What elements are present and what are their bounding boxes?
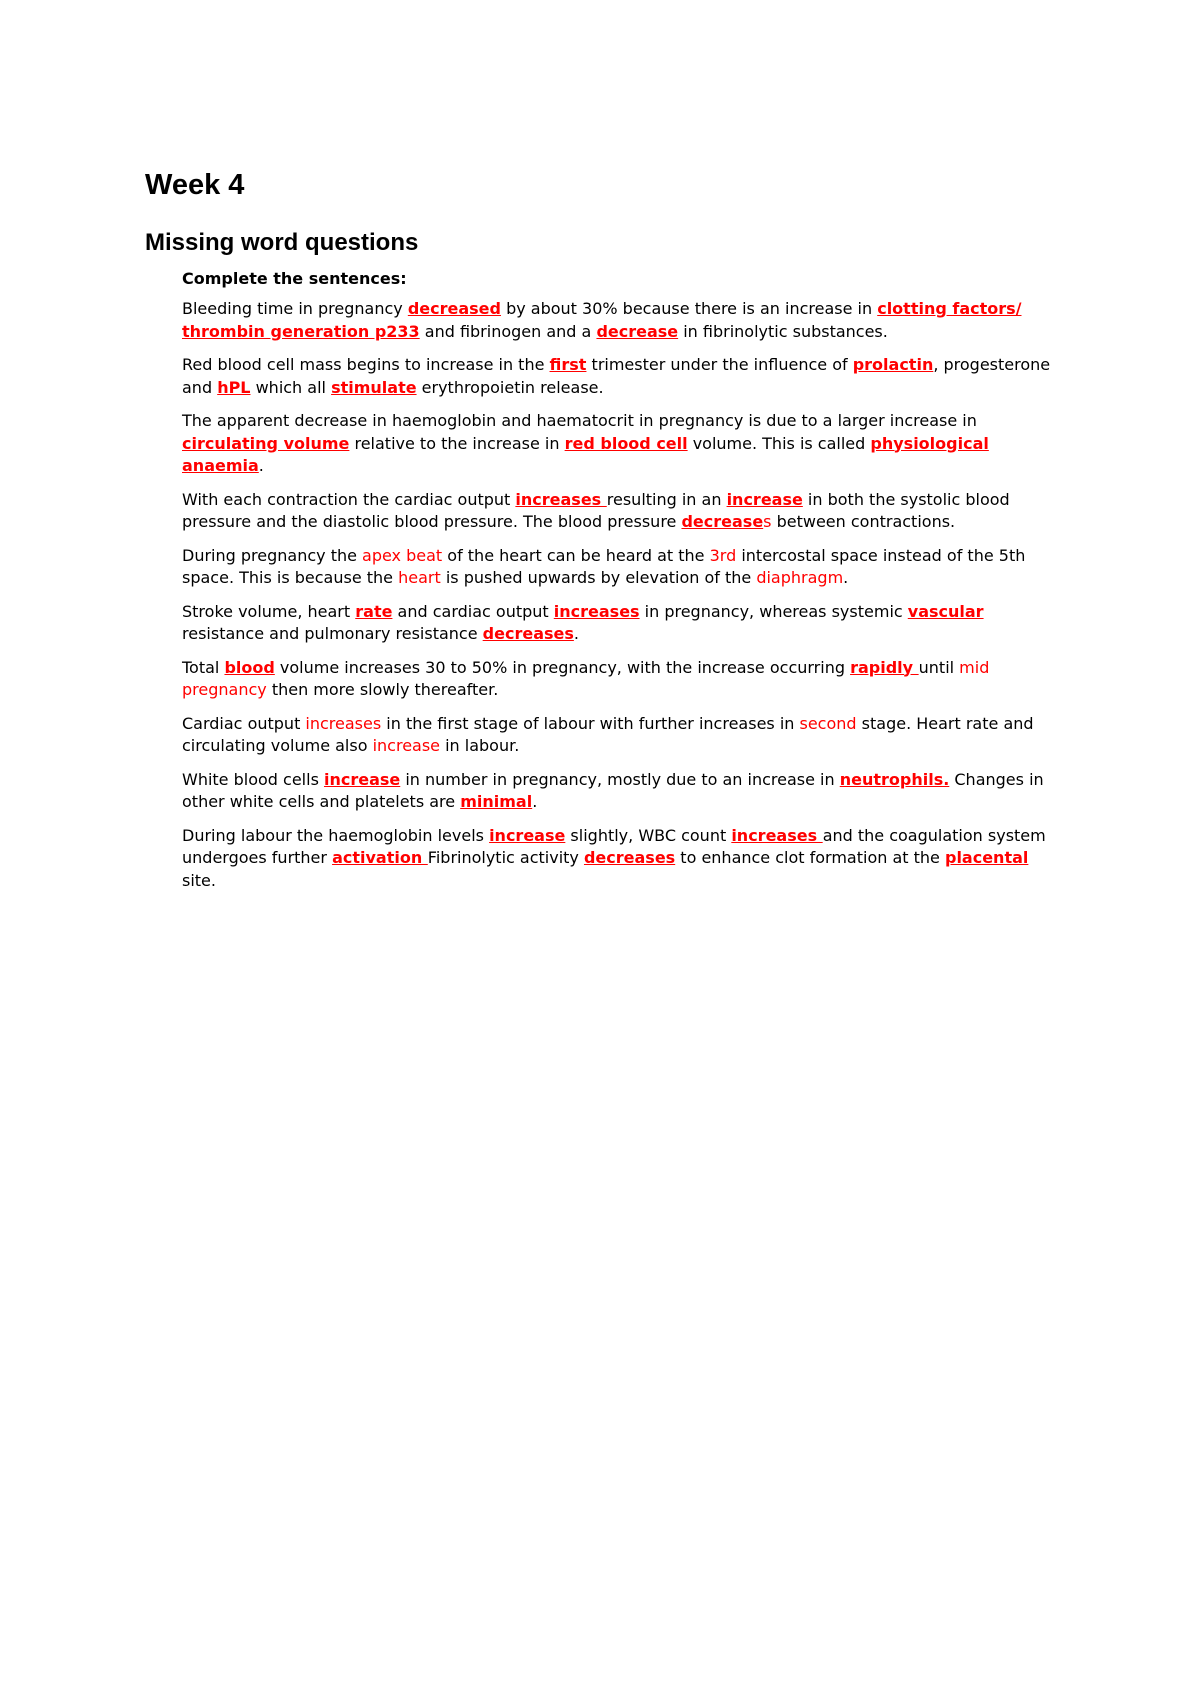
answer-text: stimulate bbox=[331, 377, 417, 397]
answer-text: decrease bbox=[681, 512, 764, 531]
sentence-text: intercostal space instead of the 5th space. This is because the bbox=[182, 545, 1026, 587]
answer-text: increase bbox=[372, 736, 441, 755]
sentence-text: . bbox=[258, 456, 264, 475]
sentence-text: in labour. bbox=[440, 736, 520, 755]
sentence-text: White blood cells bbox=[182, 769, 324, 789]
answer-text: apex beat bbox=[362, 545, 443, 565]
sentence-text: site. bbox=[182, 870, 216, 890]
sentence-text: resistance and pulmonary resistance bbox=[182, 624, 483, 643]
answer-text: increases bbox=[731, 825, 823, 845]
sentence-text: which all bbox=[250, 377, 332, 397]
answer-text: mid pregnancy bbox=[182, 657, 990, 699]
answer-text: rate bbox=[355, 601, 393, 621]
sentence-text: Fibrinolytic activity bbox=[427, 848, 584, 867]
sentence-text: slightly, WBC count bbox=[565, 825, 732, 845]
sentence-text: volume. This is called bbox=[687, 433, 871, 453]
answer-text: red blood cell bbox=[564, 433, 688, 453]
questions-list bbox=[182, 298, 1062, 903]
sentence-text: Stroke volume, heart bbox=[182, 601, 356, 621]
sentence-text: During labour the haemoglobin levels bbox=[182, 825, 490, 845]
answer-text: s bbox=[763, 512, 772, 531]
answer-text: activation bbox=[332, 848, 428, 867]
answer-text: decreased bbox=[407, 299, 501, 318]
sentence-text: With each contraction the cardiac output bbox=[182, 489, 516, 509]
sentence-text: resulting in an bbox=[606, 489, 727, 509]
sentence-text: . bbox=[573, 624, 579, 643]
sentence-text: and the coagulation system undergoes further bbox=[182, 825, 1046, 867]
sentence-text: in both the systolic blood pressure and the diastolic blood pressure. The blood pressure bbox=[182, 489, 1010, 531]
question-paragraph bbox=[182, 713, 1062, 758]
sentence-text: relative to the increase in bbox=[349, 433, 565, 453]
sentence-text: then more slowly thereafter. bbox=[266, 680, 499, 699]
sentence-text: volume increases 30 to 50% in pregnancy, with the increase occurring bbox=[274, 657, 851, 677]
answer-text: physiological anaemia bbox=[182, 433, 989, 475]
question-paragraph bbox=[182, 354, 1062, 399]
sentence-text: Red blood cell mass begins to increase in the bbox=[182, 355, 550, 374]
question-paragraph bbox=[182, 601, 1062, 646]
sentence-text: and cardiac output bbox=[392, 601, 554, 621]
answer-text: decreases bbox=[482, 624, 574, 643]
sentence-text: of the heart can be heard at the bbox=[442, 545, 710, 565]
sentence-text: Bleeding time in pregnancy bbox=[182, 299, 408, 318]
sentence-text: The apparent decrease in haemoglobin and haematocrit in pregnancy is due to a larger increase in bbox=[182, 411, 977, 430]
sentence-text: Changes in other white cells and platelets are bbox=[182, 769, 1044, 811]
answer-text: circulating volume bbox=[182, 433, 350, 453]
sentence-text: . bbox=[532, 792, 538, 811]
question-paragraph bbox=[182, 769, 1062, 814]
question-paragraph bbox=[182, 825, 1062, 893]
sentence-text: to enhance clot formation at the bbox=[675, 848, 945, 867]
sentence-text: in pregnancy, whereas systemic bbox=[639, 601, 908, 621]
sentence-text: trimester under the influence of bbox=[586, 355, 853, 374]
question-paragraph bbox=[182, 657, 1062, 702]
sentence-text: , progesterone and bbox=[182, 355, 1051, 397]
answer-text: decreases bbox=[583, 848, 676, 867]
section-heading: Missing word questions bbox=[145, 229, 419, 256]
answer-text: hPL bbox=[217, 377, 251, 397]
sentence-text: stage. Heart rate and circulating volume also bbox=[182, 713, 1034, 755]
sentence-text: in number in pregnancy, mostly due to an increase in bbox=[400, 769, 840, 789]
answer-text: second bbox=[799, 713, 857, 733]
answer-text: increases bbox=[515, 489, 607, 509]
sentence-text: by about 30% because there is an increase in bbox=[500, 299, 878, 318]
answer-text: increase bbox=[323, 769, 401, 789]
sentence-text: During pregnancy the bbox=[182, 545, 363, 565]
sentence-text: in fibrinolytic substances. bbox=[678, 321, 888, 341]
answer-text: decrease bbox=[596, 321, 679, 341]
answer-text: blood bbox=[224, 657, 275, 677]
answer-text: diaphragm bbox=[756, 568, 844, 587]
question-paragraph bbox=[182, 410, 1062, 478]
sentence-text: and fibrinogen and a bbox=[419, 321, 597, 341]
sentence-text: . bbox=[843, 568, 849, 587]
answer-text: increase bbox=[489, 825, 566, 845]
answer-text: heart bbox=[398, 568, 441, 587]
sentence-text: Total bbox=[182, 657, 225, 677]
question-paragraph bbox=[182, 489, 1062, 534]
answer-text: prolactin bbox=[852, 355, 934, 374]
sentence-text: in the first stage of labour with further increases in bbox=[381, 713, 800, 733]
answer-text: first bbox=[549, 355, 587, 374]
page-title: Week 4 bbox=[145, 169, 245, 201]
instruction-text: Complete the sentences: bbox=[182, 269, 407, 288]
answer-text: rapidly bbox=[850, 657, 919, 677]
answer-text: minimal bbox=[460, 792, 533, 811]
answer-text: increases bbox=[553, 601, 640, 621]
sentence-text: erythropoietin release. bbox=[416, 377, 604, 397]
answer-text: increases bbox=[305, 713, 382, 733]
sentence-text: between contractions. bbox=[771, 512, 956, 531]
sentence-text: is pushed upwards by elevation of the bbox=[440, 568, 757, 587]
answer-text: 3rd bbox=[709, 545, 737, 565]
answer-text: clotting factors/ thrombin generation p233 bbox=[182, 299, 1022, 341]
question-paragraph bbox=[182, 545, 1062, 590]
answer-text: placental bbox=[944, 848, 1029, 867]
sentence-text: until bbox=[918, 657, 960, 677]
answer-text: neutrophils. bbox=[839, 769, 950, 789]
question-paragraph bbox=[182, 298, 1062, 343]
answer-text: increase bbox=[726, 489, 803, 509]
sentence-text: Cardiac output bbox=[182, 713, 306, 733]
answer-text: vascular bbox=[907, 601, 984, 621]
